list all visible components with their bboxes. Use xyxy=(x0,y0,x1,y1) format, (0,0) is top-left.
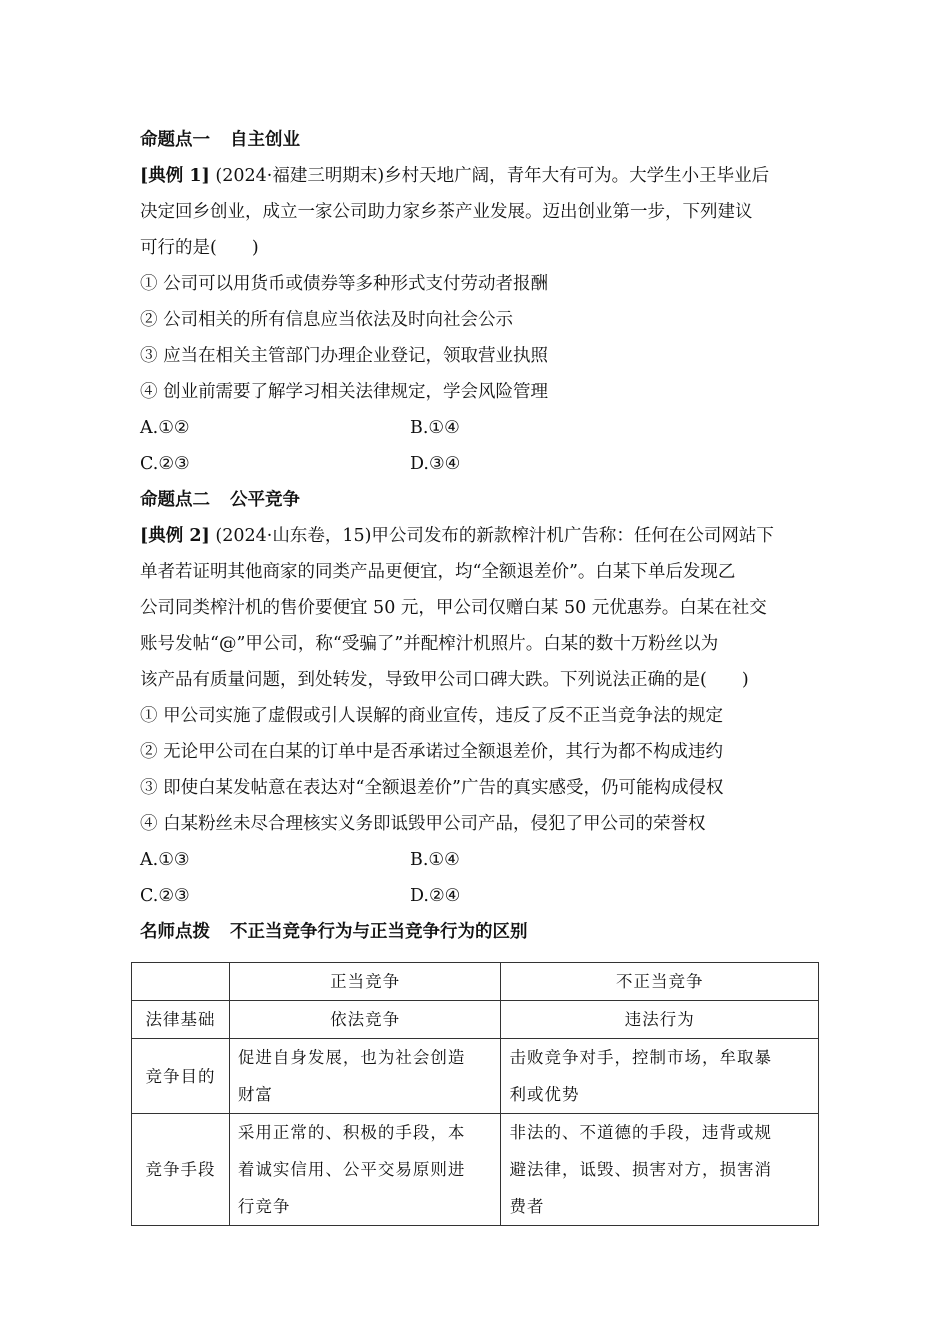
question-text: (2024·福建三明期末)乡村天地广阔，青年大有可为。大学生小王毕业后 xyxy=(209,166,770,186)
statement-item: ③ 即使白某发帖意在表达对“全额退差价”广告的真实感受，仍可能构成侵权 xyxy=(140,778,724,798)
example-2-line-1 xyxy=(140,518,820,554)
section-heading-2 xyxy=(140,482,820,518)
document-content xyxy=(140,122,820,950)
section-heading-number: 命题点一 xyxy=(140,130,210,150)
example-1-line-3: 可行的是( ) xyxy=(140,238,259,258)
statement-item: ③ 应当在相关主管部门办理企业登记，领取营业执照 xyxy=(140,346,549,366)
example-1-line-2: 决定回乡创业，成立一家公司助力家乡茶产业发展。迈出创业第一步，下列建议 xyxy=(140,202,753,222)
statement-item: ② 公司相关的所有信息应当依法及时向社会公示 xyxy=(140,310,514,330)
option-b: B.①④ xyxy=(410,418,460,438)
option-d: D.②④ xyxy=(410,886,461,906)
cell-text: 行竞争 xyxy=(237,1197,291,1216)
option-a: A.①③ xyxy=(140,850,190,870)
cell-text: 依法竞争 xyxy=(330,1010,401,1029)
cell-text: 避法律，诋毁、损害对方，损害消 xyxy=(509,1160,772,1179)
table-row xyxy=(132,1114,819,1226)
row-label: 法律基础 xyxy=(132,1001,230,1039)
table-header-cell: 正当竞争 xyxy=(229,963,501,1001)
cell-text: 费者 xyxy=(509,1197,545,1216)
table-header-cell: 不正当竞争 xyxy=(501,963,819,1001)
unfair-cell xyxy=(501,1114,819,1226)
option-a: A.①② xyxy=(140,418,190,438)
unfair-cell xyxy=(501,1001,819,1039)
section-heading-1 xyxy=(140,122,820,158)
example-2-line-3: 公司同类榨汁机的售价要便宜 50 元，甲公司仅赠白某 50 元优惠券。白某在社交 xyxy=(140,598,767,618)
question-text: (2024·山东卷，15)甲公司发布的新款榨汁机广告称：任何在公司网站下 xyxy=(209,526,774,546)
answer-options-row xyxy=(140,878,820,914)
example-1-line-1 xyxy=(140,158,820,194)
table-row xyxy=(132,1001,819,1039)
statement-item: ① 甲公司实施了虚假或引人误解的商业宣传，违反了反不正当竞争法的规定 xyxy=(140,706,724,726)
option-d: D.③④ xyxy=(410,454,461,474)
comparison-table xyxy=(131,962,819,1226)
statement-item: ② 无论甲公司在白某的订单中是否承诺过全额退差价，其行为都不构成违约 xyxy=(140,742,724,762)
statement-item: ① 公司可以用货币或债券等多种形式支付劳动者报酬 xyxy=(140,274,549,294)
row-label: 竞争手段 xyxy=(132,1114,230,1226)
fair-cell xyxy=(229,1039,501,1114)
option-c: C.②③ xyxy=(140,454,190,474)
example-tag: [典例 2] xyxy=(140,526,210,546)
section-heading-text: 公平竞争 xyxy=(230,490,300,510)
tip-heading xyxy=(140,914,820,950)
section-heading-text: 自主创业 xyxy=(230,130,300,150)
option-b: B.①④ xyxy=(410,850,460,870)
cell-text: 促进自身发展，也为社会创造 xyxy=(237,1048,466,1067)
example-2-line-2: 单者若证明其他商家的同类产品更便宜，均“全额退差价”。白某下单后发现乙 xyxy=(140,562,736,582)
option-c: C.②③ xyxy=(140,886,190,906)
unfair-cell xyxy=(501,1039,819,1114)
cell-text: 违法行为 xyxy=(624,1010,695,1029)
statement-item: ④ 白某粉丝未尽合理核实义务即诋毁甲公司产品，侵犯了甲公司的荣誉权 xyxy=(140,814,706,834)
table-header-row xyxy=(132,963,819,1001)
tip-label: 名师点拨 xyxy=(140,922,210,942)
fair-cell xyxy=(229,1001,501,1039)
cell-text: 财富 xyxy=(237,1085,273,1104)
answer-options-row xyxy=(140,842,820,878)
cell-text: 非法的、不道德的手段，违背或规 xyxy=(509,1123,772,1142)
tip-title: 不正当竞争行为与正当竞争行为的区别 xyxy=(230,922,528,942)
fair-cell xyxy=(229,1114,501,1226)
cell-text: 利或优势 xyxy=(509,1085,580,1104)
row-label: 竞争目的 xyxy=(132,1039,230,1114)
cell-text: 着诚实信用、公平交易原则进 xyxy=(237,1160,466,1179)
example-2-line-4: 账号发帖“@”甲公司，称“受骗了”并配榨汁机照片。白某的数十万粉丝以为 xyxy=(140,634,719,654)
section-heading-number: 命题点二 xyxy=(140,490,210,510)
cell-text: 击败竞争对手，控制市场，牟取暴 xyxy=(509,1048,772,1067)
answer-options-row xyxy=(140,446,820,482)
example-tag: [典例 1] xyxy=(140,166,210,186)
table-header-cell xyxy=(132,963,230,1001)
cell-text: 采用正常的、积极的手段，本 xyxy=(237,1123,466,1142)
answer-options-row xyxy=(140,410,820,446)
example-2-line-5: 该产品有质量问题，到处转发，导致甲公司口碑大跌。下列说法正确的是( ) xyxy=(140,670,749,690)
statement-item: ④ 创业前需要了解学习相关法律规定，学会风险管理 xyxy=(140,382,549,402)
table-row xyxy=(132,1039,819,1114)
